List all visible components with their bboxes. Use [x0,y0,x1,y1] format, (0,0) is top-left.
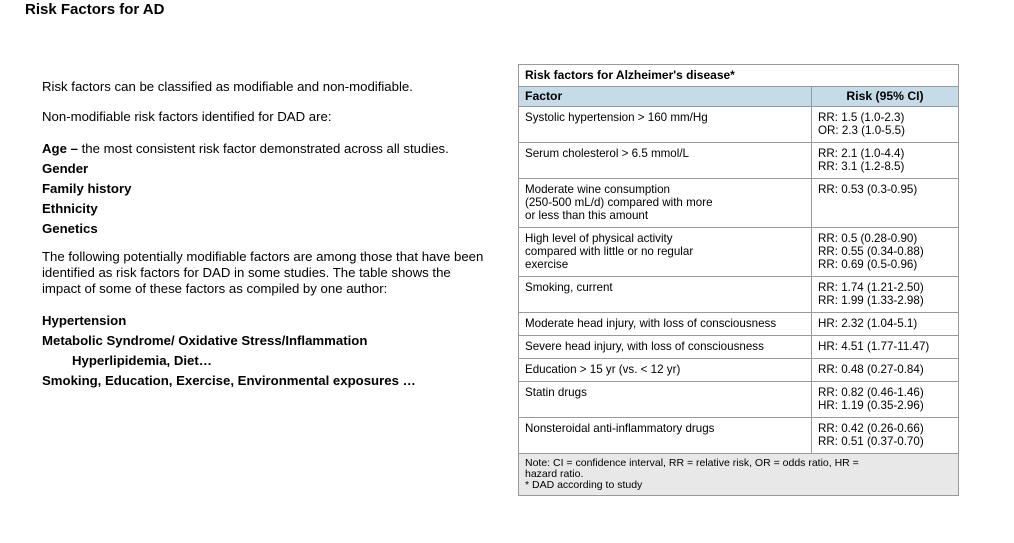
note-line: Note: CI = confidence interval, RR = relative risk, OR = odds ratio, HR = [525,457,859,469]
risk-value: HR: 2.32 (1.04-5.1) [818,317,918,330]
factor-cell [519,382,812,418]
nonmodifiable-heading: Non-modifiable risk factors identified for DAD are: [42,109,332,124]
risk-value: HR: 1.19 (0.35-2.96) [818,399,924,412]
factor-text: Moderate head injury, with loss of consciousness [525,317,777,330]
factor-cell [519,336,812,359]
factor-cell [519,143,812,179]
table-row [519,107,959,143]
risk-value: RR: 0.53 (0.3-0.95) [818,183,918,196]
column-header-risk: Risk (95% CI) [812,87,959,107]
factor-cell [519,359,812,382]
nonmod-item: Gender [42,161,89,176]
factor-text: Severe head injury, with loss of consciousness [525,340,764,353]
table-note [519,454,959,496]
risk-cell [812,143,959,179]
risk-cell [812,336,959,359]
risk-value: OR: 2.3 (1.0-5.5) [818,124,905,137]
risk-cell [812,277,959,313]
factor-text: exercise [525,258,569,271]
intro-text: Risk factors can be classified as modifiable and non-modifiable. [42,79,413,94]
factor-cell [519,179,812,228]
mod-item: Hypertension [42,313,127,328]
nonmod-item: Genetics [42,221,98,236]
risk-value: RR: 2.1 (1.0-4.4) [818,147,905,160]
factor-text: High level of physical activity [525,232,673,245]
factor-text: Serum cholesterol > 6.5 mmol/L [525,147,689,160]
table-row [519,228,959,277]
page-title: Risk Factors for AD [25,1,165,18]
column-header-factor: Factor [519,87,812,107]
factor-text: Statin drugs [525,386,587,399]
risk-cell [812,179,959,228]
nonmod-item: Family history [42,181,132,196]
factor-text: Moderate wine consumption [525,183,671,196]
table-body [519,107,959,454]
risk-value: RR: 1.99 (1.33-2.98) [818,294,924,307]
risk-value: RR: 0.69 (0.5-0.96) [818,258,918,271]
risk-value: HR: 4.51 (1.77-11.47) [818,340,930,353]
risk-cell [812,313,959,336]
risk-value: RR: 3.1 (1.2-8.5) [818,160,905,173]
table-row [519,277,959,313]
table-row [519,359,959,382]
nonmod-item: Ethnicity [42,201,98,216]
age-factor [42,139,492,159]
table-caption: Risk factors for Alzheimer's disease* [519,65,959,87]
factor-cell [519,277,812,313]
table-row [519,313,959,336]
table-row [519,382,959,418]
risk-value: RR: 0.82 (0.46-1.46) [818,386,924,399]
modifiable-text: The following potentially modifiable factors are among those that have been identified as risk factors for DAD in some studies. The table shows the impact of some of these factors as compiled by one author: [42,249,484,296]
table-row [519,336,959,359]
risk-cell [812,228,959,277]
risk-cell [812,382,959,418]
risk-value: RR: 0.42 (0.26-0.66) [818,422,924,435]
mod-item: Hyperlipidemia, Diet… [72,353,212,368]
factor-cell [519,313,812,336]
factor-text: or less than this amount [525,209,649,222]
factor-text: Smoking, current [525,281,613,294]
factor-text: (250-500 mL/d) compared with more [525,196,713,209]
factor-text: Nonsteroidal anti-inflammatory drugs [525,422,715,435]
table-row [519,418,959,454]
factor-text: compared with little or no regular [525,245,694,258]
table-row [519,143,959,179]
risk-value: RR: 0.51 (0.37-0.70) [818,435,924,448]
risk-cell [812,359,959,382]
risk-cell [812,107,959,143]
risk-cell [812,418,959,454]
risk-value: RR: 1.74 (1.21-2.50) [818,281,924,294]
factor-cell [519,418,812,454]
risk-value: RR: 0.48 (0.27-0.84) [818,363,924,376]
note-line: * DAD according to study [525,479,643,491]
risk-factors-table [518,64,959,496]
table-row [519,179,959,228]
age-label: Age – [42,141,78,156]
risk-value: RR: 0.55 (0.34-0.88) [818,245,924,258]
factor-text: Systolic hypertension > 160 mm/Hg [525,111,708,124]
age-text: the most consistent risk factor demonstrated across all studies. [77,141,449,156]
factor-cell [519,228,812,277]
factor-cell [519,107,812,143]
factor-text: Education > 15 yr (vs. < 12 yr) [525,363,681,376]
left-text-column [42,79,492,391]
mod-item: Metabolic Syndrome/ Oxidative Stress/Inflammation [42,333,368,348]
mod-item: Smoking, Education, Exercise, Environmental exposures … [42,373,416,388]
note-line: hazard ratio. [525,468,584,480]
risk-value: RR: 1.5 (1.0-2.3) [818,111,905,124]
risk-value: RR: 0.5 (0.28-0.90) [818,232,918,245]
